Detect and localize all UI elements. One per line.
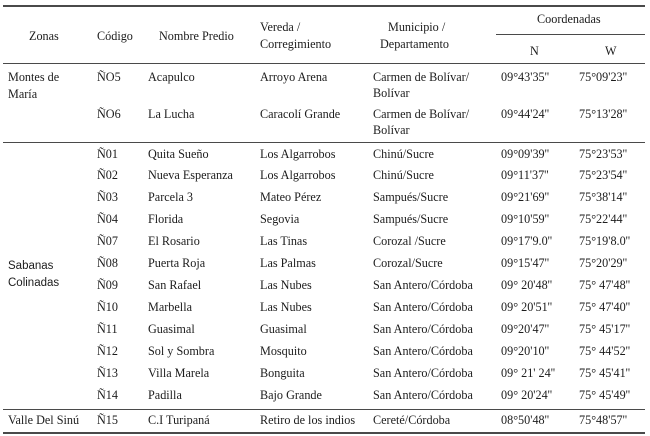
bottom-rule <box>3 432 645 434</box>
row-code: Ñ13 <box>97 366 118 380</box>
row-name: Parcela 3 <box>148 190 194 204</box>
header-coordenadas: Coordenadas <box>537 12 601 26</box>
row-vereda: Las Nubes <box>260 300 312 314</box>
header-n: N <box>530 44 539 58</box>
row-municipio: San Antero/Córdoba <box>373 278 473 292</box>
row-municipio: San Antero/Córdoba <box>373 344 473 358</box>
row-coord-w: 75°48'57'' <box>579 413 628 427</box>
row-vereda: Guasimal <box>260 322 307 336</box>
row-coord-w: 75°20'29'' <box>579 256 628 270</box>
row-name: Florida <box>148 212 184 226</box>
row-name: Villa Marela <box>148 366 210 380</box>
row-municipio: San Antero/Córdoba <box>373 388 473 402</box>
zone-montes-line1: Montes de <box>8 70 60 84</box>
row-code: Ñ12 <box>97 344 118 358</box>
row-coord-w: 75°23'54'' <box>579 168 628 182</box>
row-coord-w: 75° 45'41'' <box>579 366 631 380</box>
row-vereda: Segovia <box>260 212 300 226</box>
row-name: C.I Turipaná <box>148 413 210 427</box>
row-coord-n: 09°09'39'' <box>501 147 550 161</box>
row-code: Ñ15 <box>97 413 118 427</box>
row-vereda: Bonguita <box>260 366 305 380</box>
header-nombre-predio: Nombre Predio <box>159 29 234 43</box>
row-coord-w: 75°23'53'' <box>579 147 628 161</box>
row-coord-n: 09° 21' 24'' <box>501 366 556 380</box>
row-municipio: Chinú/Sucre <box>373 168 434 182</box>
zone-sabanas-line1: Sabanas <box>8 260 54 272</box>
row-municipio: San Antero/Córdoba <box>373 300 473 314</box>
row-code: Ñ02 <box>97 168 118 182</box>
row-vereda: Retiro de los indios <box>260 413 356 427</box>
row-coord-n: 09°15'47'' <box>501 256 550 270</box>
row-vereda: Mosquito <box>260 344 307 358</box>
row-municipio: Chinú/Sucre <box>373 147 434 161</box>
row-vereda: Caracolí Grande <box>260 107 341 121</box>
header-rule <box>3 63 645 64</box>
row-vereda: Mateo Pérez <box>260 190 322 204</box>
row-coord-w: 75° 47'48'' <box>579 278 631 292</box>
zone-sabanas-line2: Colinadas <box>8 277 60 289</box>
row-vereda: Los Algarrobos <box>260 168 336 182</box>
row-coord-w: 75°22'44'' <box>579 212 628 226</box>
header-vereda-line2: Corregimiento <box>260 37 332 51</box>
header-zonas: Zonas <box>29 29 59 43</box>
row-name: Acapulco <box>148 70 195 84</box>
row-code: Ñ14 <box>97 388 118 402</box>
row-name: Sol y Sombra <box>148 344 215 358</box>
row-name: Quita Sueño <box>148 147 209 161</box>
zone-montes-line2: María <box>8 87 38 101</box>
row-vereda: Bajo Grande <box>260 388 322 402</box>
row-vereda: Las Palmas <box>260 256 316 270</box>
row-coord-n: 09°20'47'' <box>501 322 550 336</box>
row-coord-w: 75° 47'40'' <box>579 300 631 314</box>
row-code: Ñ09 <box>97 278 118 292</box>
row-name: San Rafael <box>148 278 202 292</box>
row-coord-w: 75° 44'52'' <box>579 344 631 358</box>
row-coord-w: 75° 45'49'' <box>579 388 631 402</box>
sabanas-valle-rule <box>3 409 645 410</box>
row-name: Marbella <box>148 300 192 314</box>
row-code: Ñ10 <box>97 300 118 314</box>
row-coord-n: 09° 20'48'' <box>501 278 553 292</box>
row-code: Ñ11 <box>97 322 118 336</box>
row-municipio: Sampués/Sucre <box>373 212 449 226</box>
row-coord-n: 09°17'9.0'' <box>501 234 553 248</box>
row-code: Ñ08 <box>97 256 118 270</box>
row-coord-w: 75°19'8.0'' <box>579 234 631 248</box>
row-municipio: San Antero/Córdoba <box>373 366 473 380</box>
header-codigo: Código <box>97 29 133 43</box>
row-coord-n: 09°43'35'' <box>501 70 550 84</box>
row-coord-w: 75° 45'17'' <box>579 322 631 336</box>
coordenadas-sub-rule <box>496 34 645 35</box>
row-code: ÑO5 <box>97 70 121 84</box>
row-code: Ñ01 <box>97 147 118 161</box>
row-vereda: Las Tinas <box>260 234 308 248</box>
row-municipio: San Antero/Córdoba <box>373 322 473 336</box>
row-coord-n: 09° 20'51'' <box>501 300 553 314</box>
row-municipio: Corozal/Sucre <box>373 256 443 270</box>
row-coord-w: 75°38'14'' <box>579 190 628 204</box>
row-coord-w: 75°13'28'' <box>579 107 628 121</box>
row-coord-n: 08°50'48'' <box>501 413 550 427</box>
header-w: W <box>605 44 617 58</box>
row-vereda: Las Nubes <box>260 278 312 292</box>
row-name: La Lucha <box>148 107 195 121</box>
row-municipio-line2: Bolívar <box>373 123 410 137</box>
row-name: Guasimal <box>148 322 195 336</box>
row-coord-n: 09°21'69'' <box>501 190 550 204</box>
row-municipio: Corozal /Sucre <box>373 234 446 248</box>
row-municipio-line2: Bolívar <box>373 86 410 100</box>
row-name: Puerta Roja <box>148 256 206 270</box>
row-coord-n: 09°10'59'' <box>501 212 550 226</box>
row-coord-n: 09°20'10'' <box>501 344 550 358</box>
row-coord-w: 75°09'23'' <box>579 70 628 84</box>
row-vereda: Los Algarrobos <box>260 147 336 161</box>
row-municipio: Cereté/Córdoba <box>373 413 451 427</box>
header-municipio-line2: Departamento <box>380 37 450 51</box>
row-coord-n: 09°44'24'' <box>501 107 550 121</box>
header-municipio-line1: Municipio / <box>388 20 446 34</box>
row-code: Ñ03 <box>97 190 118 204</box>
row-code: Ñ04 <box>97 212 118 226</box>
top-rule <box>3 5 645 7</box>
row-name: Padilla <box>148 388 182 402</box>
row-name: El Rosario <box>148 234 200 248</box>
row-coord-n: 09° 20'24'' <box>501 388 553 402</box>
row-municipio: Carmen de Bolívar/ <box>373 70 470 84</box>
header-vereda-line1: Vereda / <box>260 20 301 34</box>
zone-valle: Valle Del Sinú <box>8 413 80 427</box>
row-code: ÑO6 <box>97 107 121 121</box>
row-vereda: Arroyo Arena <box>260 70 328 84</box>
row-name: Nueva Esperanza <box>148 168 233 182</box>
row-coord-n: 09°11'37'' <box>501 168 549 182</box>
row-municipio: Carmen de Bolívar/ <box>373 107 470 121</box>
row-code: Ñ07 <box>97 234 118 248</box>
row-municipio: Sampués/Sucre <box>373 190 449 204</box>
montes-sabanas-rule <box>3 142 645 143</box>
